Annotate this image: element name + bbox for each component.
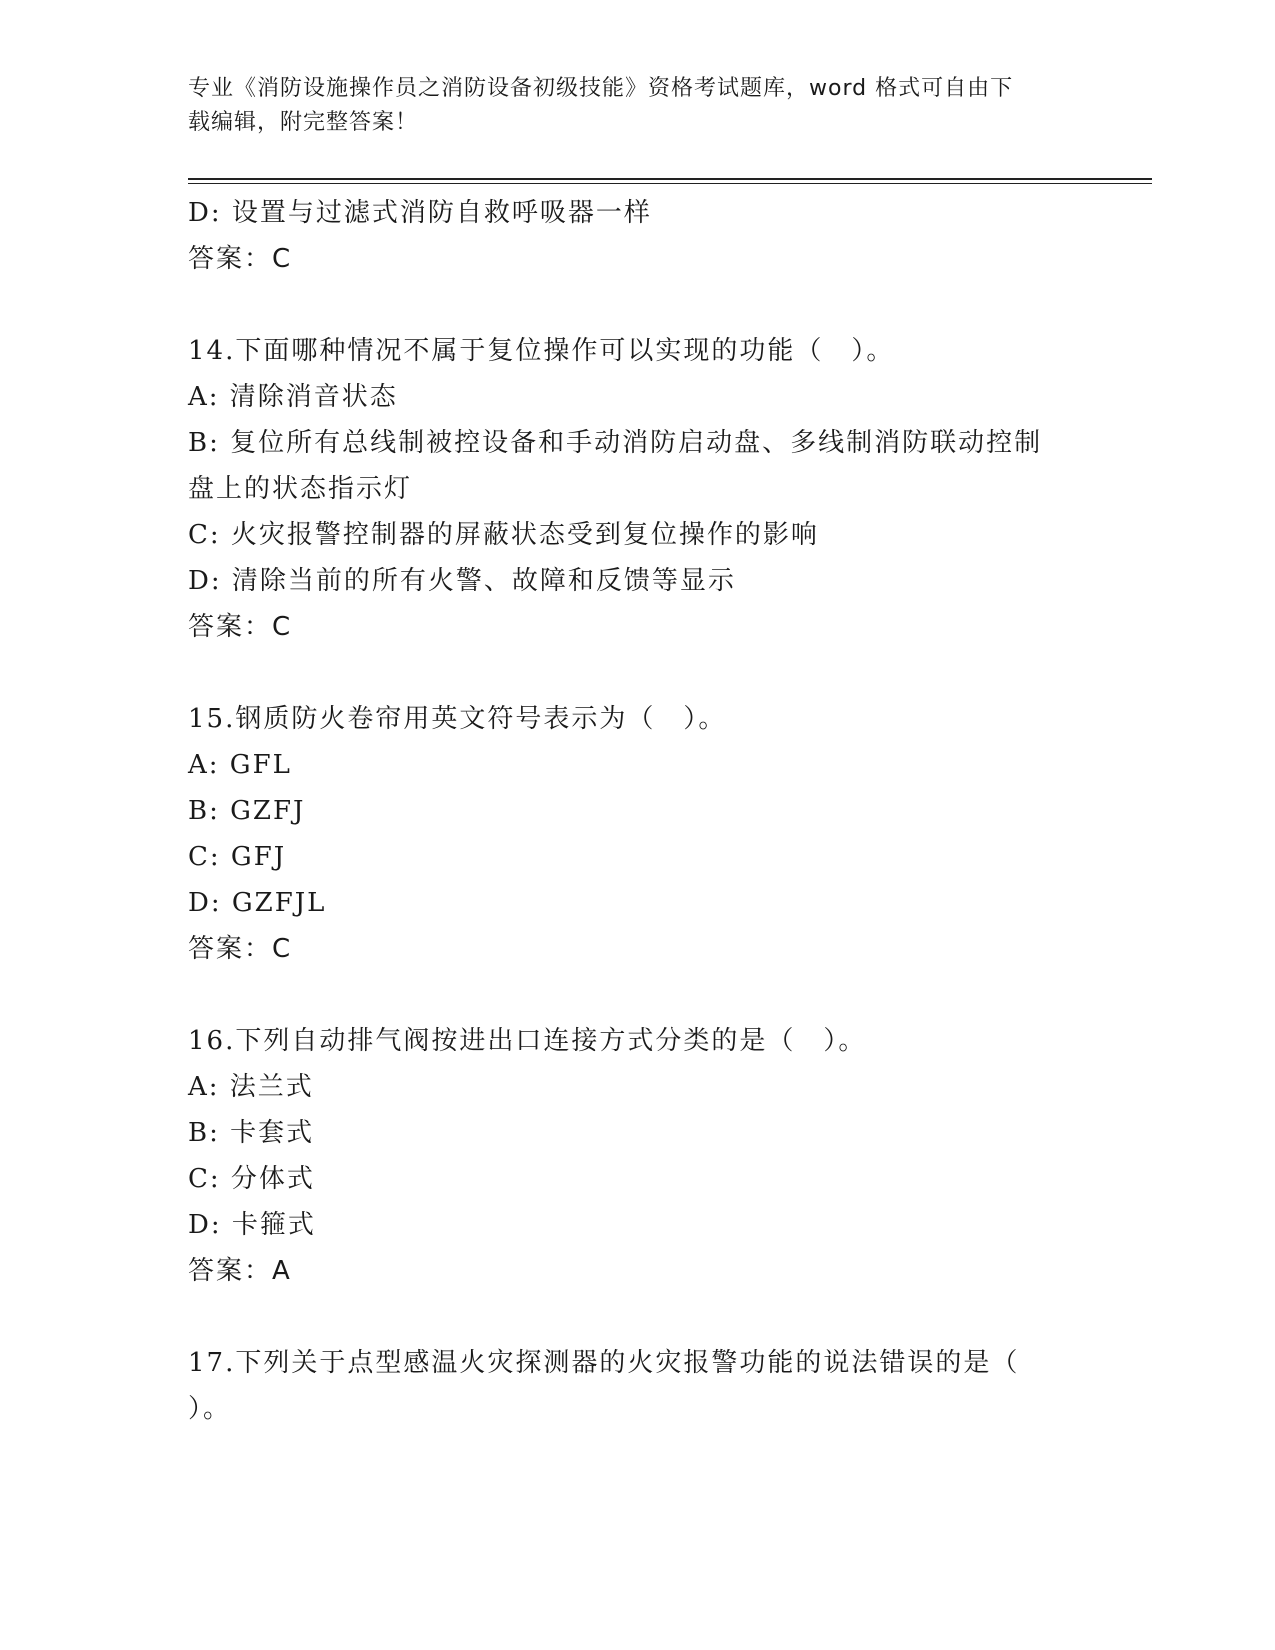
header-divider-thick [188,178,1152,180]
option-c: C: 火灾报警控制器的屏蔽状态受到复位操作的影响 [188,520,819,550]
answer: 答案：C [188,244,293,274]
header-divider-thin [188,183,1152,184]
option-a: A: 法兰式 [188,1072,314,1102]
option-a: A: 清除消音状态 [188,382,398,412]
question-stem: 16.下列自动排气阀按进出口连接方式分类的是（ ）。 [188,1026,867,1056]
question-stem: 14.下面哪种情况不属于复位操作可以实现的功能（ ）。 [188,336,895,366]
header-line-1: 专业《消防设施操作员之消防设备初级技能》资格考试题库，word 格式可自由下 [188,76,1014,101]
option-b: B: 复位所有总线制被控设备和手动消防启动盘、多线制消防联动控制 [188,428,1043,458]
answer: 答案：A [188,1256,292,1286]
option-d: D: GZFJL [188,888,327,918]
question-stem: 17.下列关于点型感温火灾探测器的火灾报警功能的说法错误的是（ [188,1348,1020,1378]
question-list [188,190,1088,1432]
option-d: D: 卡箍式 [188,1210,316,1240]
option-c: C: 分体式 [188,1164,315,1194]
question-stem-continued: ）。 [188,1394,232,1424]
option-b-continued: 盘上的状态指示灯 [188,474,413,504]
answer: 答案：C [188,934,293,964]
option-b: B: GZFJ [188,796,306,826]
option-a: A: GFL [188,750,292,780]
question-stem: 15.钢质防火卷帘用英文符号表示为（ ）。 [188,704,727,734]
option-d: D: 清除当前的所有火警、故障和反馈等显示 [188,566,736,596]
option-d: D: 设置与过滤式消防自救呼吸器一样 [188,198,652,228]
answer: 答案：C [188,612,293,642]
header-line-2: 载编辑，附完整答案！ [188,110,419,135]
document-header [188,72,1068,140]
option-b: B: 卡套式 [188,1118,315,1148]
option-c: C: GFJ [188,842,287,872]
